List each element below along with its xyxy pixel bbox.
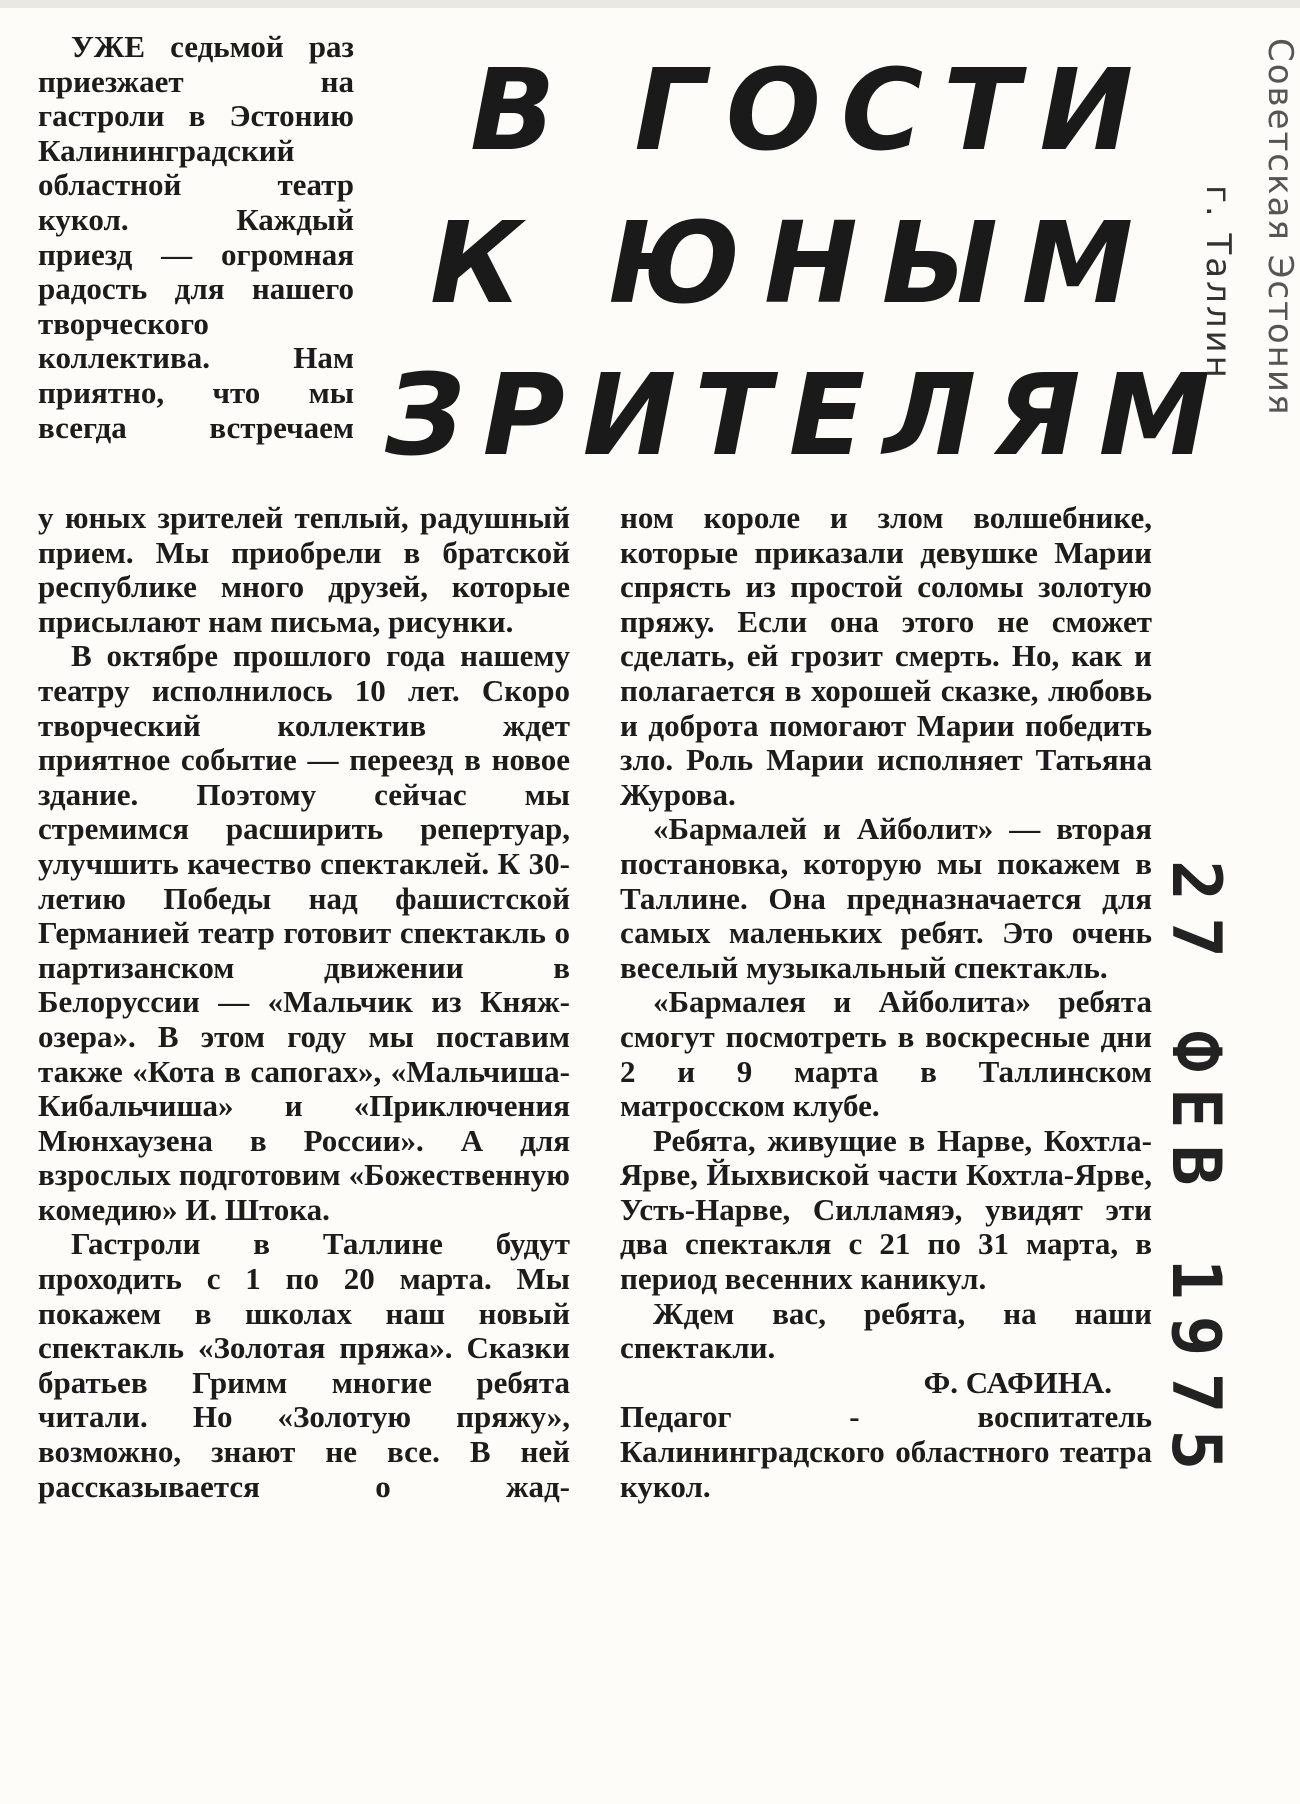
article-left-column: [38, 501, 570, 1504]
article-paragraph-barmaley: «Бармалей и Айболит» — вторая постановка, которую мы покажем в Таллине. Она предназначается для самых маленьких ребят. Это очень веселый музыкальный спектакль.: [620, 811, 1152, 985]
scan-edge: [0, 0, 1300, 8]
article-intro-column: [38, 30, 354, 445]
headline-line-1: В ГОСТИ: [470, 46, 1154, 176]
article-paragraph-intro: УЖЕ седьмой раз приезжает на гастроли в Эстонию Калининградский областной театр кукол. Каждый приезд — огромная радость для нашего творческого коллектива. Нам приятно, что мы всегда встречаем: [38, 29, 354, 445]
article-author: Ф. САФИНА.: [923, 1364, 1112, 1400]
article-paragraph-closing: Ждем вас, ребята, на наши спектакли.: [620, 1295, 1152, 1366]
date-stamp: 27 ФЕВ 1975: [1156, 860, 1235, 1487]
city-stamp: г. Таллин: [1198, 185, 1238, 381]
article-author-credit: Педагог - воспитатель Калининградского областного театра кукол.: [620, 1399, 1152, 1504]
article-paragraph-schedule: «Бармалея и Айболита» ребята смогут посмотреть в воскресные дни 2 и 9 марта в Таллинском матросском клубе.: [620, 984, 1152, 1124]
article-paragraph-tour: Гастроли в Таллине будут проходить с 1 по 20 марта. Мы покажем в школах наш новый спектакль «Золотая пряжа». Сказки братьев Гримм многие ребята читали. Но «Золотую пряжу», возможно, знают не все. В ней рассказывается о жад-: [38, 1226, 570, 1504]
headline-line-2: К ЮНЫМ: [430, 199, 1158, 329]
article-paragraph-regions: Ребята, живущие в Нарве, Кохтла-Ярве, Йыхвиской части Кохтла-Ярве, Усть-Нарве, Силламяэ, увидят эти два спектакля с 21 по 31 марта, в период весенних каникул.: [620, 1122, 1152, 1297]
headline-line-3: ЗРИТЕЛЯМ: [385, 351, 1229, 481]
article-right-column: [620, 501, 1152, 1504]
source-stamp: Советская Эстония: [1260, 38, 1300, 417]
article-paragraph-intro-continued: у юных зрителей теплый, радушный прием. Мы приобрели в братской республике много друзей, которые присылают нам письма, рисунки.: [38, 500, 570, 639]
article-paragraph-repertoire: В октябре прошлого года нашему театру исполнилось 10 лет. Скоро творческий коллектив ждет приятное событие — переезд в новое здание. Поэтому сейчас мы стремимся расширить репертуар, улучшить качество спектаклей. К 30-летию Победы над фашистской Германией театр готовит спектакль о партизанском движении в Белоруссии — «Мальчик из Княж-озера». В этом году мы поставим также «Кота в сапогах», «Мальчиша-Кибальчиша» и «Приключения Мюнхаузена в России». А для взрослых подготовим «Божественную комедию» И. Штока.: [38, 638, 570, 1227]
article-paragraph-tour-continued: ном короле и злом волшебнике, которые приказали девушке Марии спрясть из простой соломы золотую пряжу. Если она этого не сможет сделать, ей грозит смерть. Но, как и полагается в хорошей сказке, любовь и доброта помогают Марии победить зло. Роль Марии исполняет Татьяна Журова.: [620, 500, 1152, 812]
